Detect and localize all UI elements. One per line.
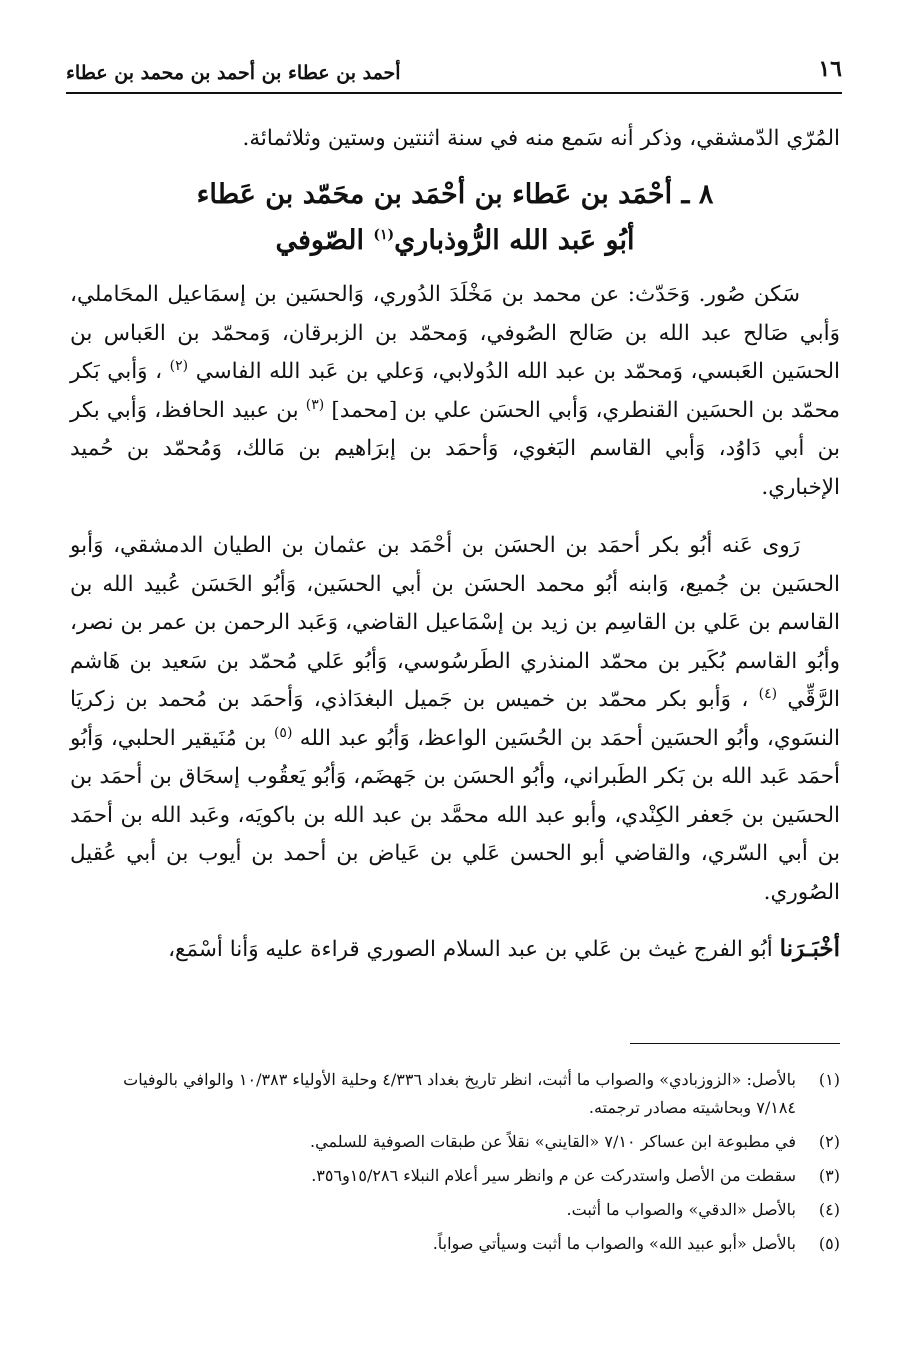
footnote-text: سقطت من الأصل واستدركت عن م وانظر سير أعلام النبلاء ١٥/٢٨٦و٣٥٦. <box>311 1166 796 1185</box>
narrators-text-2: ، وَأبو بكر محمّد بن خميس بن جَميل البغدَاذي، وَأحمَد بن مُحمد بن زكريَا النسَوي، وأبُو الحسَين أحمَد بن الحُسَين الواعظ، وَأبُو عبد الله <box>70 687 840 751</box>
biography-text-1: سَكن صُور. وَحَدّث: عن محمد بن مَخْلَدَ الدُوري، وَالحسَين بن إسمَاعيل المحَاملي، وَأبي صَالح عبد الله بن صَالح الصُوفي، وَمحمّد بن الزبرقان، وَمحمّد بن العَباس بن الحسَين العَبسي، وَمحمّد بن عبد الله الدُولابي، وَعلي بن عَبد الله الفاسي <box>70 282 840 384</box>
entry-title-name: أبُو عَبد الله الرُّوذباري <box>394 225 635 256</box>
page-header <box>66 52 842 94</box>
isnad-lead-word: أخْبَـرَنا <box>779 935 840 962</box>
narrators-paragraph <box>70 527 840 912</box>
footnote-5 <box>80 1230 840 1258</box>
narrators-text-1: رَوى عَنه أبُو بكر أحمَد بن الحسَن بن أحْمَد بن عثمان بن الطيان الدمشقي، وَأبو الحسَين بن جُميع، وَابنه أبُو محمد الحسَن بن أبي الحسَين، وَأبُو الحَسَن عُبيد الله بن القاسم بن عَلي بن القاسِم بن زيد بن إسْمَاعيل القاضي، وَعَبد الرحمن بن عمر بن نصر، وأبُو القاسم بُكَير بن محمّد المنذري الطَرسُوسي، وَأبُو عَلي مُحمّد بن سَعيد بن هَاشم الرَّقِّي <box>70 533 841 712</box>
narrators-text-3: بن مُنَيقير الحلبي، وَأبُو أحمَد عَبد الله بن بَكر الطَبراني، وأبُو الحسَن بن جَهضَم، وَأبُو يَعقُوب إسحَاق بن أحمَد بن الحسَين بن جَعفر الكِنْدي، وأبو عبد الله محمَّد بن عبد الله بن باكويَه، وعَبد الله بن أحمَد بن أبي السّري، والقاضي أبو الحسن عَلي بن عَياض بن أحمد بن أيوب بن أبي عُقيل الصُوري. <box>70 725 840 905</box>
entry-title <box>70 172 840 264</box>
footnote-ref-3[interactable]: (٣) <box>305 396 325 413</box>
footnote-separator <box>630 1043 840 1044</box>
footnote-mark: (١) <box>818 1070 840 1089</box>
footnote-text: بالأصل: «الزوزبادي» والصواب ما أثبت، انظر تاريخ بغداد ٤/٣٣٦ وحلية الأولياء ١٠/٣٨٣ والوافي بالوفيات ٧/١٨٤ وبحاشيته مصادر ترجمته. <box>123 1070 796 1117</box>
footnote-2 <box>80 1128 840 1156</box>
footnote-mark: (٣) <box>818 1166 840 1185</box>
footnote-text: بالأصل «أبو عبيد الله» والصواب ما أثبت وسيأتي صواباً. <box>432 1234 796 1253</box>
footnotes <box>80 1066 840 1264</box>
footnote-ref-4[interactable]: (٤) <box>758 685 778 702</box>
footnote-4 <box>80 1196 840 1224</box>
biography-paragraph <box>70 276 840 507</box>
footnote-3 <box>80 1162 840 1190</box>
entry-title-line-1: ٨ ـ أحْمَد بن عَطاء بن أحْمَد بن محَمّد بن عَطاء <box>196 179 714 210</box>
entry-title-nisba: الصّوفي <box>275 225 364 256</box>
footnote-mark: (٢) <box>818 1132 840 1151</box>
footnote-ref-2[interactable]: (٢) <box>169 357 189 374</box>
footnote-ref-5[interactable]: (٥) <box>273 724 293 741</box>
footnote-1 <box>80 1066 840 1122</box>
biography-text-2: ، وَأبي بَكر محمّد بن الحسَين القنطري، وَأبي الحسَن علي بن [محمد] <box>70 359 840 423</box>
isnad-paragraph <box>70 930 840 970</box>
isnad-text: أبُو الفرج غيث بن عَلي بن عبد السلام الصوري قراءة عليه وَأنا أسْمَع، <box>168 937 773 962</box>
biography-text-3: بن عبيد الحافظ، وَأبي بكر بن أبي دَاوُد، وَأبي القاسم البَغوي، وَأحمَد بن إبرَاهيم بن مَالك، وَمُحمّد بن حُميد الإخباري. <box>70 397 840 500</box>
intro-paragraph: المُرّي الدّمشقي، وذكر أنه سَمع منه في سنة اثنتين وستين وثلاثمائة. <box>242 126 840 151</box>
footnote-text: بالأصل «الدقي» والصواب ما أثبت. <box>566 1200 796 1219</box>
footnote-text: في مطبوعة ابن عساكر ٧/١٠ «القايني» نقلاً عن طبقات الصوفية للسلمي. <box>310 1132 796 1151</box>
footnote-ref-1[interactable]: (١) <box>373 227 395 243</box>
page-number: ١٦ <box>818 56 842 82</box>
running-title: أحمد بن عطاء بن أحمد بن محمد بن عطاء <box>66 62 401 84</box>
main-text <box>70 120 840 970</box>
entry-title-line-2 <box>70 218 840 264</box>
footnote-mark: (٤) <box>818 1200 840 1219</box>
footnote-mark: (٥) <box>818 1234 840 1253</box>
